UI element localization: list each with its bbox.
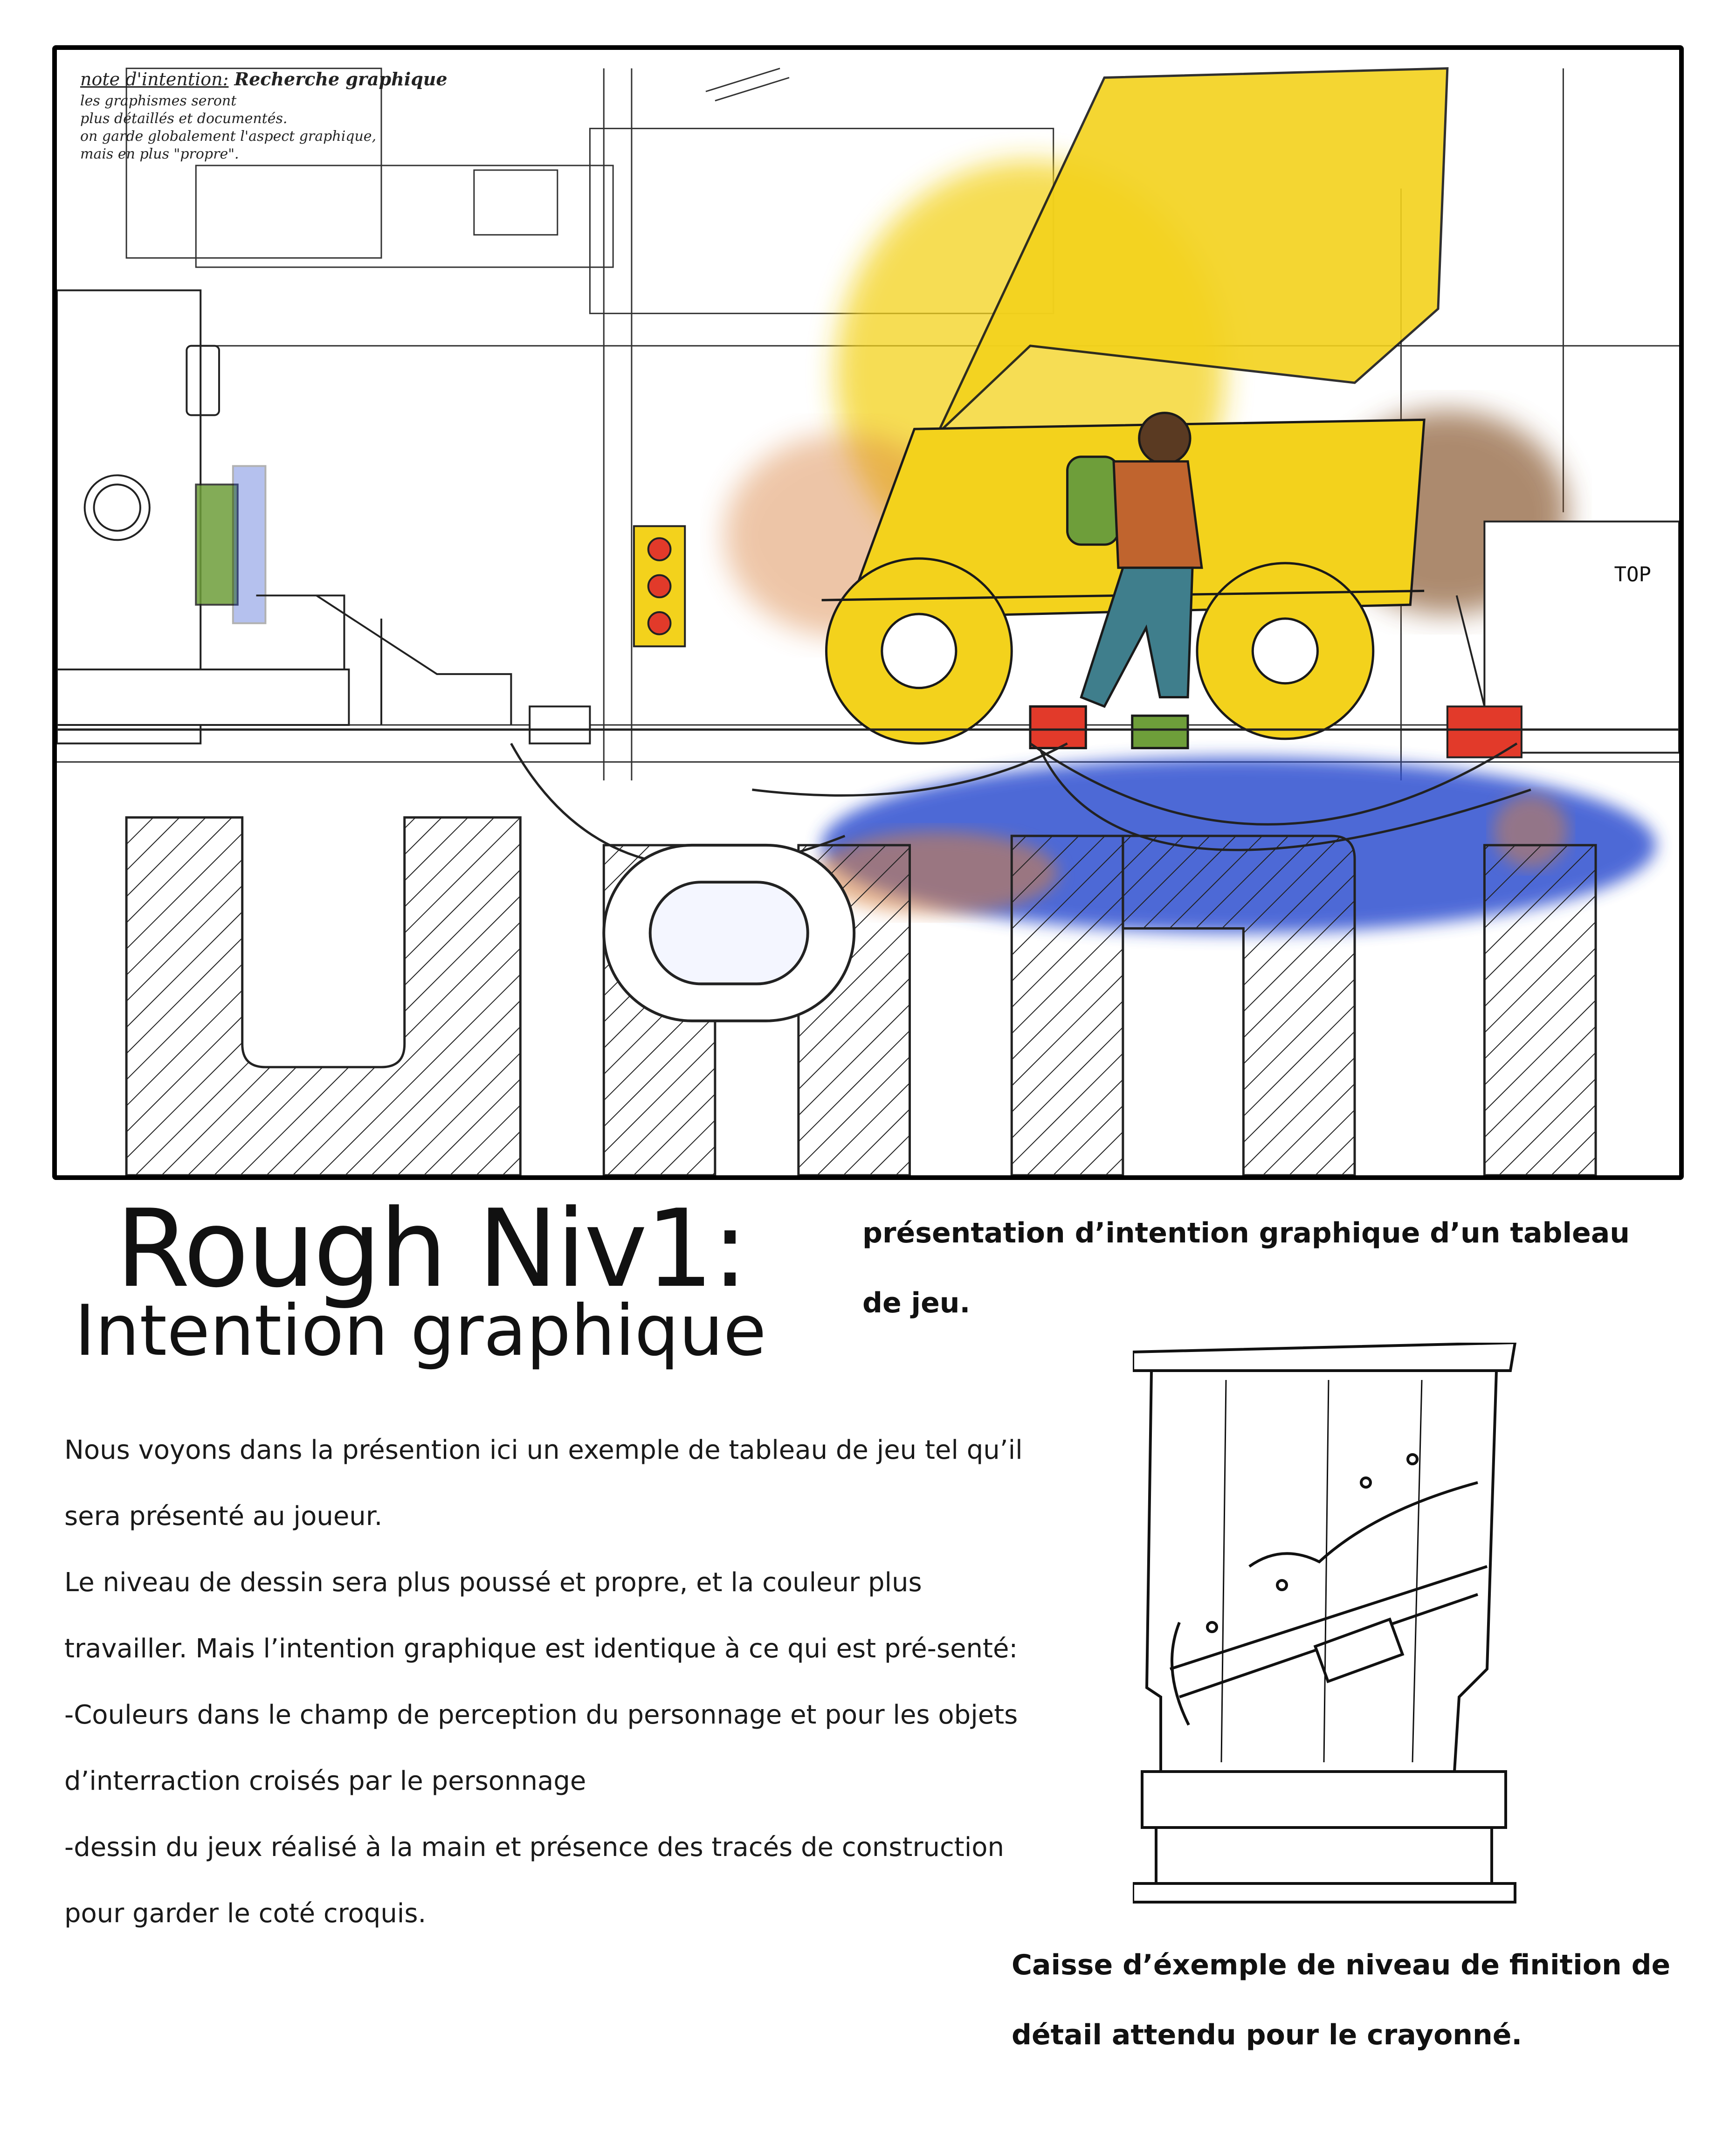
scene-sketch [57, 50, 1679, 1175]
board-caption: présentation d’intention graphique d’un tableau de jeu. [862, 1217, 1630, 1319]
handwritten-note [80, 69, 500, 163]
left-machine [57, 290, 590, 744]
note-line: plus détaillés et documentés. [80, 110, 288, 127]
crate-drawing [1133, 1343, 1520, 1911]
page-title: Rough Niv1: [116, 1187, 746, 1311]
note-line: les graphismes seront [80, 93, 237, 109]
page-subtitle: Intention graphique [75, 1290, 766, 1372]
game-board-illustration [52, 45, 1684, 1180]
body-text [64, 1417, 1034, 1947]
crate-caption: Caisse d’éxemple de niveau de finition de détail attendu pour le crayonné. [1012, 1949, 1671, 2051]
signal-light [634, 526, 685, 647]
body-paragraph: -dessin du jeux réalisé à la main et présence des tracés de construction pour garder le coté croquis. [64, 1832, 1005, 1929]
note-line: mais en plus "propre". [80, 146, 239, 162]
life-raft [604, 845, 854, 1021]
body-paragraph: Nous voyons dans la présention ici un exemple de tableau de jeu tel qu’il sera présenté au joueur. [64, 1435, 1023, 1531]
body-paragraph: -Couleurs dans le champ de perception du personnage et pour les objets d’interraction croisés par le personnage [64, 1700, 1018, 1796]
crate-sketch [1133, 1343, 1520, 1911]
body-paragraph: Le niveau de dessin sera plus poussé et propre, et la couleur plus travailler. Mais l’intention graphique est identique à ce qui est pré-senté: [64, 1567, 1018, 1664]
note-heading: note d'intention: Recherche graphique [80, 69, 448, 90]
crate-top-label: TOP [1614, 563, 1651, 586]
note-line: on garde globalement l'aspect graphique, [80, 128, 377, 145]
